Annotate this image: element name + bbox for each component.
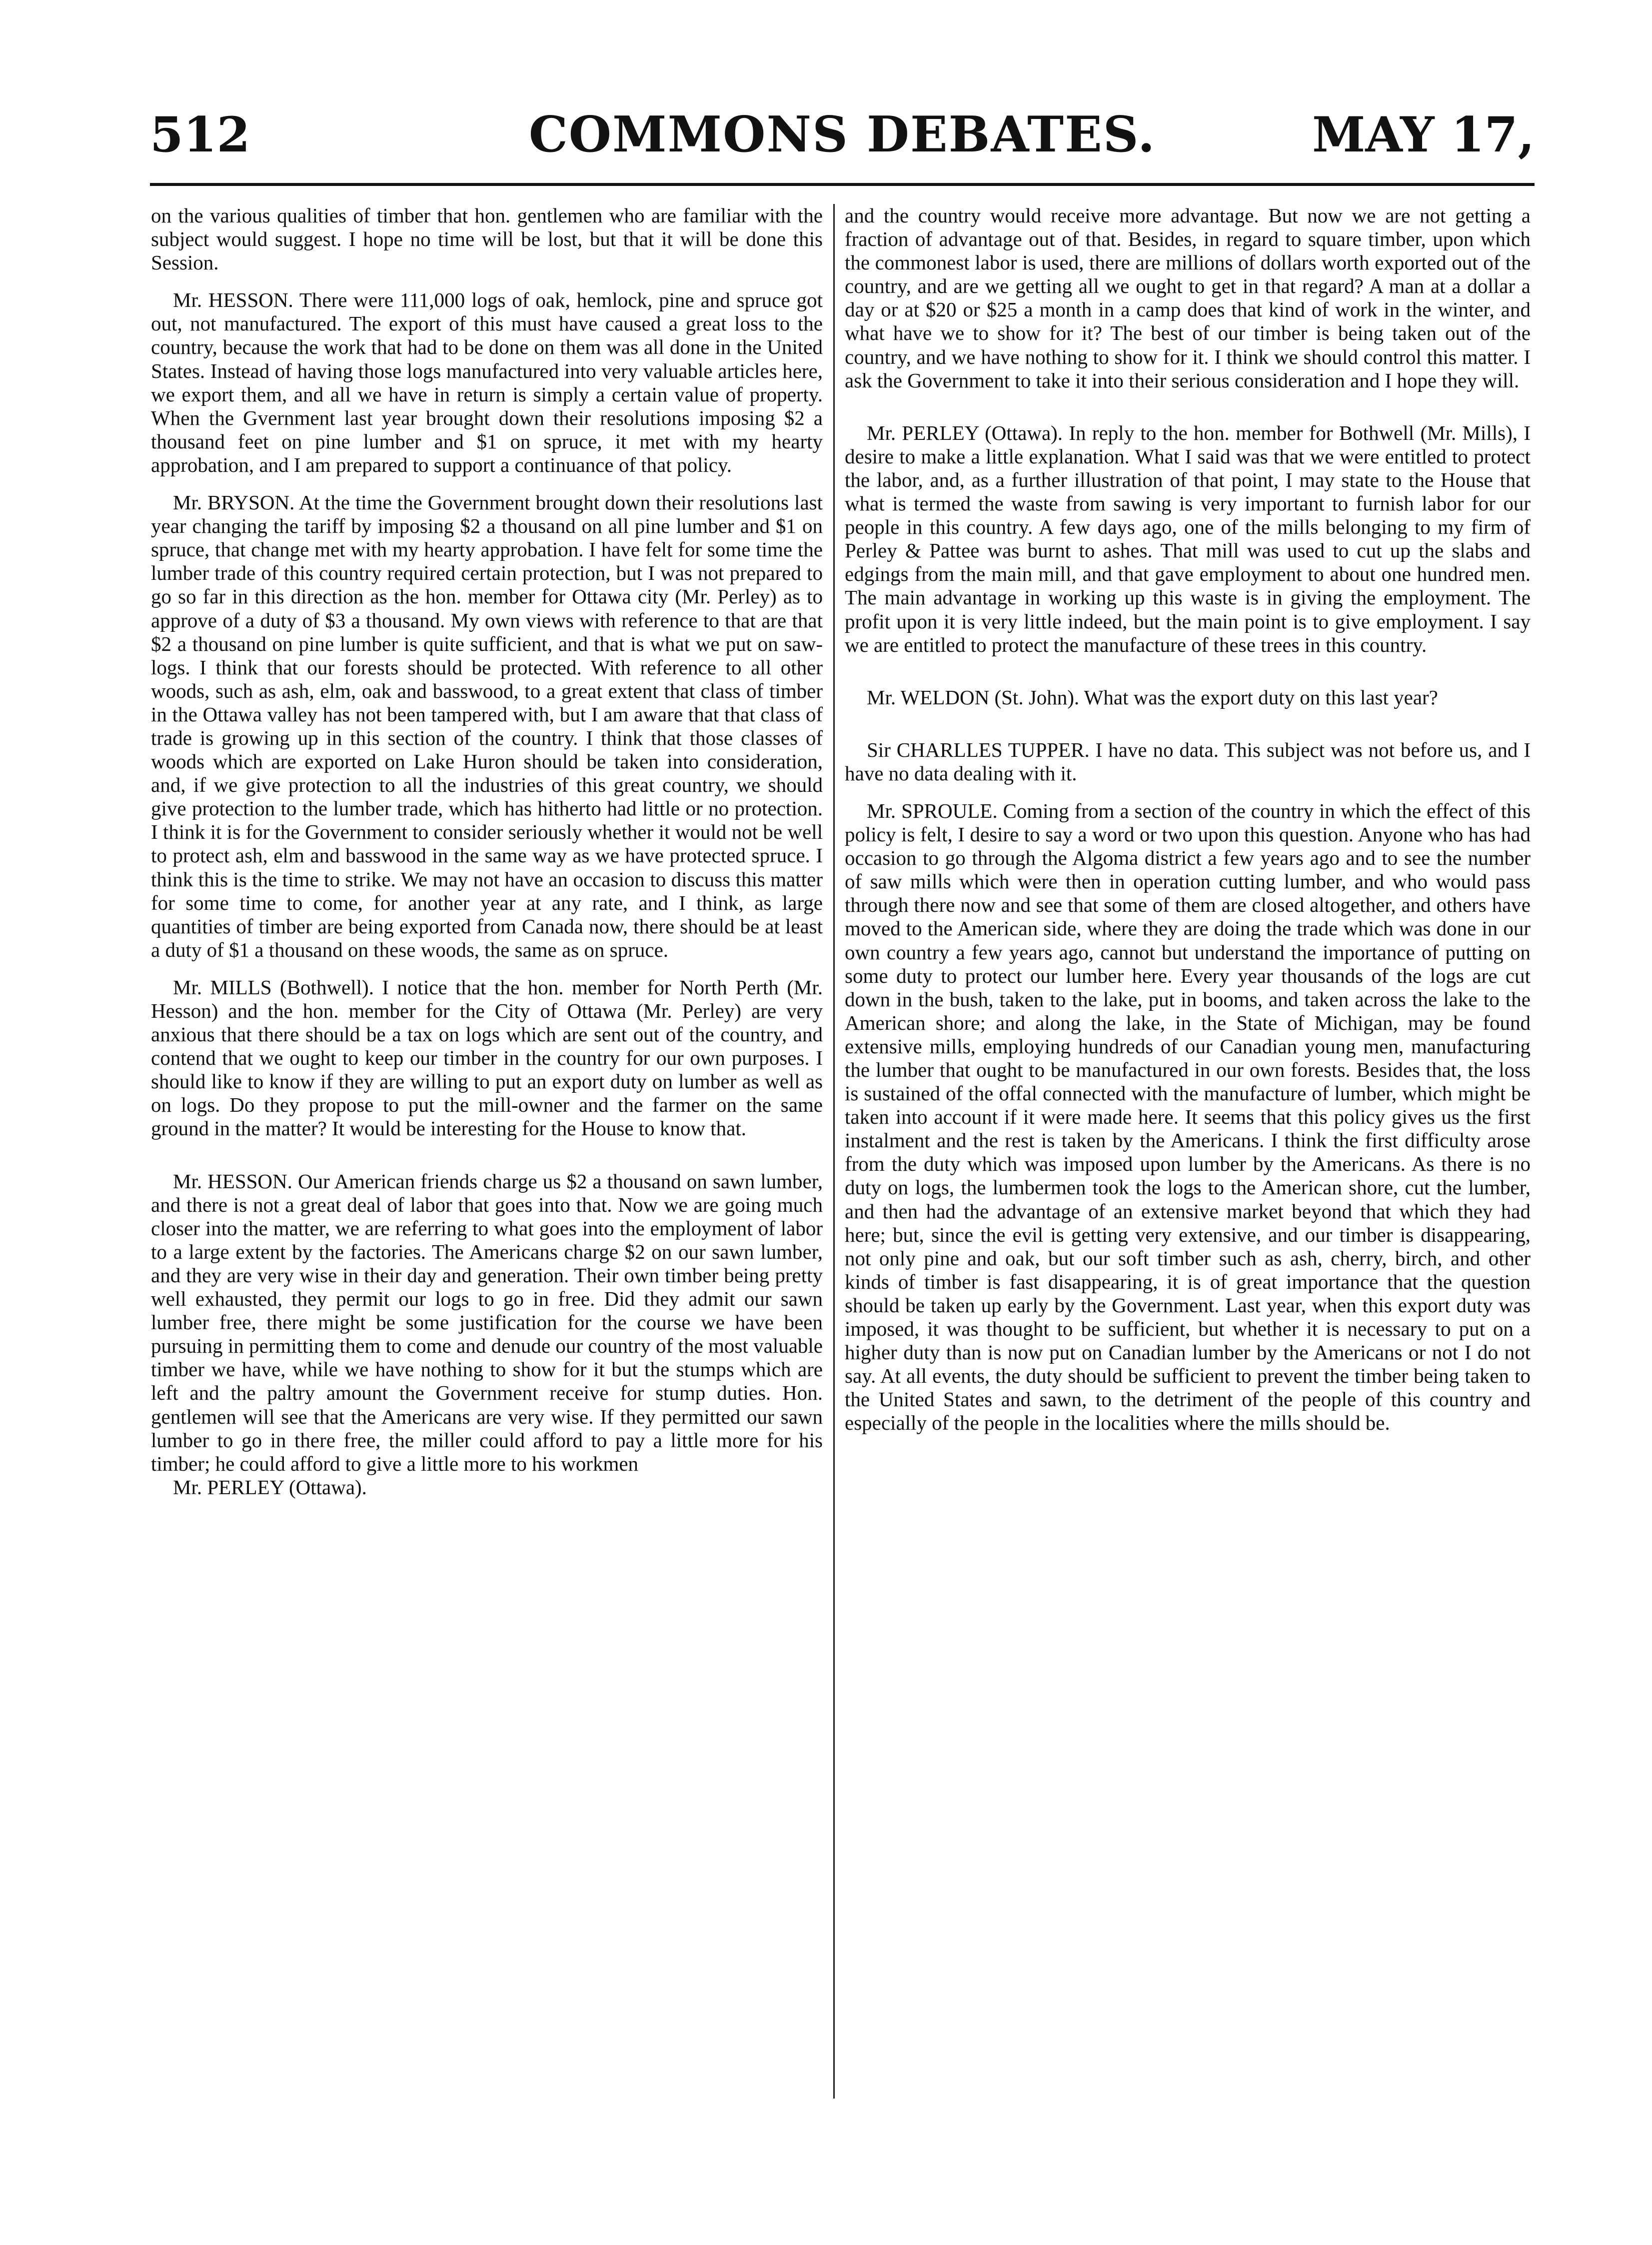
paragraph: Sir CHARLLES TUPPER. I have no data. This subject was not before us, and I have no data dealing with it. (845, 738, 1531, 785)
paragraph: Mr. HESSON. There were 111,000 logs of oak, hemlock, pine and spruce got out, not manufactured. The export of this must have caused a great loss to the country, because the work that had to be done on them was all done in the United States. Instead of having those logs manufactured into very valuable articles here, we export them, and all we have in return is simply a certain value of property. When the Gvernment last year brought down their resolutions imposing $2 a thousand feet on pine lumber and $1 on spruce, it met with my hearty approbation, and I am prepared to support a continuance of that policy. (151, 288, 823, 476)
paragraph: on the various qualities of timber that hon. gentlemen who are familiar with the subject would suggest. I hope no time will be lost, but that it will be done this Session. (151, 204, 823, 274)
paragraph: and the country would receive more advantage. But now we are not getting a fraction of advantage out of that. Besides, in regard to square timber, upon which the commonest labor is used, there are millions of dollars worth exported out of the country, and are we getting all we ought to get in that regard? A man at a dollar a day or at $20 or $25 a month in a camp does that kind of work in the winter, and what have we to show for it? The best of our timber is being taken out of the country, and we have nothing to show for it. I think we should control this matter. I ask the Government to take it into their serious consideration and I hope they will. (845, 204, 1531, 392)
publication-title: COMMONS DEBATES. (528, 106, 1156, 163)
page-header (150, 100, 1535, 170)
paragraph: Mr. SPROULE. Coming from a section of the country in which the effect of this policy is felt, I desire to say a word or two upon this question. Anyone who has had occasion to go through the Algoma district a few years ago and to see the number of saw mills which were then in operation cutting lumber, and who would pass through there now and see that some of them are closed altogether, and others have moved to the American side, where they are doing the trade which was done in our own country a few years ago, cannot but understand the importance of putting on some duty to protect our lumber here. Every year thousands of the logs are cut down in the bush, taken to the lake, put in booms, and taken across the lake to the American shore; and along the lake, in the State of Michigan, may be found extensive mills, employing hundreds of our Canadian young men, manufacturing the lumber that ought to be manufactured in our own forests. Besides that, the loss is sustained of the offal connected with the manufacture of lumber, which might be taken into account if it were made here. It seems that this policy gives us the first instalment and the rest is taken by the Americans. I think the first difficulty arose from the duty which was imposed upon lumber by the Americans. As there is no duty on logs, the lumbermen took the logs to the American shore, cut the lumber, and then had the advantage of an extensive market beyond that which they had here; but, since the evil is getting very extensive, and our timber is disappearing, not only pine and oak, but our soft timber such as ash, cherry, birch, and other kinds of timber is fast disappearing, it is of great importance that the question should be taken up early by the Government. Last year, when this export duty was imposed, it was thought to be sufficient, but whether it is necessary to put on a higher duty than is now put on Canadian lumber by the Americans or not I do not say. At all events, the duty should be sufficient to prevent the timber being taken to the United States and sawn, to the detriment of the people of this country and especially of the people in the localities where the mills should be. (845, 799, 1531, 1435)
column-divider (833, 204, 835, 2099)
paragraph: Mr. WELDON (St. John). What was the export duty on this last year? (867, 685, 1438, 709)
header-date: MAY 17, (1312, 106, 1535, 163)
paragraph: Mr. HESSON. Our American friends charge us $2 a thousand on sawn lumber, and there is not a great deal of labor that goes into that. Now we are going much closer into the matter, we are referring to what goes into the employment of labor to a large extent by the factories. The Americans charge $2 on our sawn lumber, and they are very wise in their day and generation. Their own timber being pretty well exhausted, they permit our logs to go in free. Did they admit our sawn lumber free, there might be some justification for the course we have been pursuing in permitting them to come and denude our country of the most valuable timber we have, while we have nothing to show for it but the stumps which are left and the paltry amount the Government receive for stump duties. Hon. gentlemen will see that the Americans are very wise. If they permitted our sawn lumber to go in there free, the miller could afford to pay a little more for his timber; he could afford to give a little more to his workmen (151, 1169, 823, 1475)
left-column (151, 204, 823, 2164)
right-column (845, 204, 1531, 2164)
paragraph: Mr. MILLS (Bothwell). I notice that the hon. member for North Perth (Mr. Hesson) and the hon. member for the City of Ottawa (Mr. Perley) are very anxious that there should be a tax on logs which are sent out of the country, and contend that we ought to keep our timber in the country for our own purposes. I should like to know if they are willing to put an export duty on lumber as well as on logs. Do they propose to put the mill-owner and the farmer on the same ground in the matter? It would be interesting for the House to know that. (151, 975, 823, 1140)
speaker-attribution: Mr. PERLEY (Ottawa). (173, 1475, 367, 1499)
paragraph: Mr. BRYSON. At the time the Government brought down their resolutions last year changing the tariff by imposing $2 a thousand on all pine lumber and $1 on spruce, that change met with my hearty approbation. I have felt for some time the lumber trade of this country required certain protection, but I was not prepared to go so far in this direction as the hon. member for Ottawa city (Mr. Perley) as to approve of a duty of $3 a thousand. My own views with reference to that are that $2 a thousand on pine lumber is quite sufficient, and that is what we put on saw-logs. I think that our forests should be protected. With reference to all other woods, such as ash, elm, oak and basswood, to a great extent that class of timber in the Ottawa valley has not been tampered with, but I am aware that that class of trade is growing up in this section of the country. I think that those classes of woods which are exported on Lake Huron should be taken into consideration, and, if we give protection to all the industries of this great country, we should give protection to the lumber trade, which has hitherto had little or no protection. I think it is for the Government to consider seriously whether it would not be well to protect ash, elm and basswood in the same way as we have protected spruce. I think this is the time to strike. We may not have an occasion to discuss this matter for some time to come, for another year at any rate, and I think, as large quantities of timber are being exported from Canada now, there should be at least a duty of $1 a thousand on these woods, the same as on spruce. (151, 491, 823, 961)
page-number: 512 (150, 106, 250, 163)
header-rule (150, 183, 1535, 186)
paragraph: Mr. PERLEY (Ottawa). In reply to the hon. member for Bothwell (Mr. Mills), I desire to make a little explanation. What I said was that we were entitled to protect the labor, and, as a further illustration of that point, I may state to the House that what is termed the waste from sawing is very important to furnish labor for our people in this country. A few days ago, one of the mills belonging to my firm of Perley & Pattee was burnt to ashes. That mill was used to cut up the slabs and edgings from the main mill, and that gave employment to about one hundred men. The main advantage in working up this waste is in giving the employment. The profit upon it is very little indeed, but the main point is to give employment. I say we are entitled to protect the manufacture of these trees in this country. (845, 421, 1531, 656)
